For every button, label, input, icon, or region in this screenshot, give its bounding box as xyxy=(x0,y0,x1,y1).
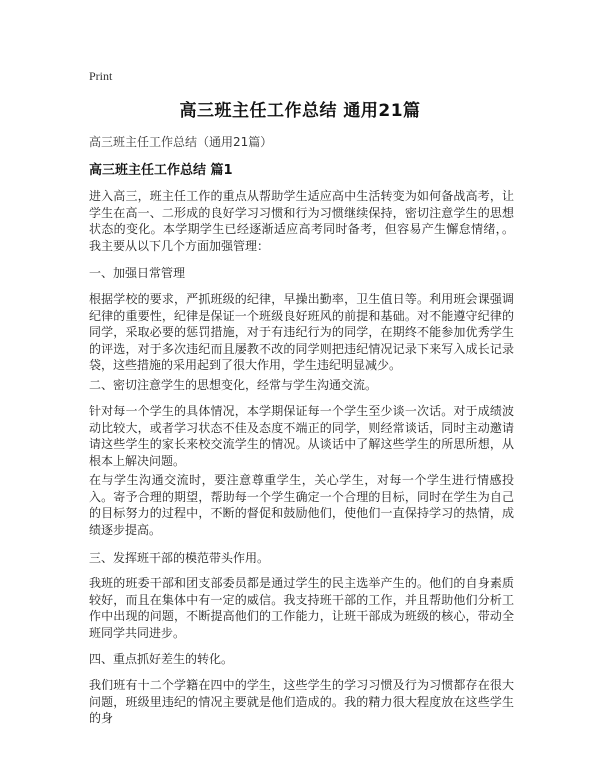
paragraph-daily-management: 根据学校的要求，严抓班级的纪律，早操出勤率，卫生值日等。利用班会课强调纪律的重要性，纪律是保证一个班级良好班风的前提和基础。对不能遵守纪律的同学，采取必要的惩罚措施，对于有违纪行为的同学，在期终不能参加优秀学生的评选，对于多次违纪而且屡教不改的同学则把违纪情况记录下来写入成长记录袋，这些措施的采用起到了很大作用，学生违纪明显减少。 xyxy=(89,292,514,372)
heading-class-leaders: 三、发挥班干部的模范带头作用。 xyxy=(89,551,270,565)
heading-weak-students: 四、重点抓好差生的转化。 xyxy=(89,652,234,666)
paragraph-talks: 针对每一个学生的具体情况，本学期保证每一个学生至少谈一次话。对于成绩波动比较大，或者学习状态不佳及态度不端正的同学，则经常谈话，同时主动邀请请这些学生的家长来校交流学生的情况。从谈话中了解这些学生的所思所想，从根本上解决问题。 xyxy=(89,404,514,468)
section-heading: 高三班主任工作总结 篇1 xyxy=(89,163,233,178)
paragraph-class-leaders: 我班的班委干部和团支部委员都是通过学生的民主选举产生的。他们的自身素质较好，而且在集体中有一定的威信。我支持班干部的工作，并且帮助他们分析工作中出现的问题，不断提高他们的工作能力，让班干部成为班级的核心，带动全班同学共同进步。 xyxy=(89,576,514,640)
intro-paragraph: 进入高三，班主任工作的重点从帮助学生适应高中生活转变为如何备战高考，让学生在高一、二形成的良好学习习惯和行为习惯继续保持，密切注意学生的思想状态的变化。本学期学生已经逐渐适应高考同时备考，但容易产生懈怠情绪，。我主要从以下几个方面加强管理： xyxy=(89,189,514,253)
page-title: 高三班主任工作总结 通用21篇 xyxy=(179,101,421,121)
heading-student-thoughts: 二、密切注意学生的思想变化，经常与学生沟通交流。 xyxy=(89,378,378,392)
paragraph-weak-students: 我们班有十二个学籍在四中的学生，这些学生的学习习惯及行为习惯都存在很大问题，班级里违纪的情况主要就是他们造成的。我的精力很大程度放在这些学生的身 xyxy=(89,678,514,725)
print-link[interactable]: Print xyxy=(89,69,113,83)
subtitle: 高三班主任工作总结（通用21篇） xyxy=(89,135,273,149)
heading-daily-management: 一、加强日常管理 xyxy=(89,266,186,280)
paragraph-communication: 在与学生沟通交流时，要注意尊重学生，关心学生，对每一个学生进行情感投入。寄予合理的期望，帮助每一个学生确定一个合理的目标，同时在学生为自己的目标努力的过程中，不断的督促和鼓励他们，使他们一直保持学习的热情，成绩逐步提高。 xyxy=(89,473,514,537)
